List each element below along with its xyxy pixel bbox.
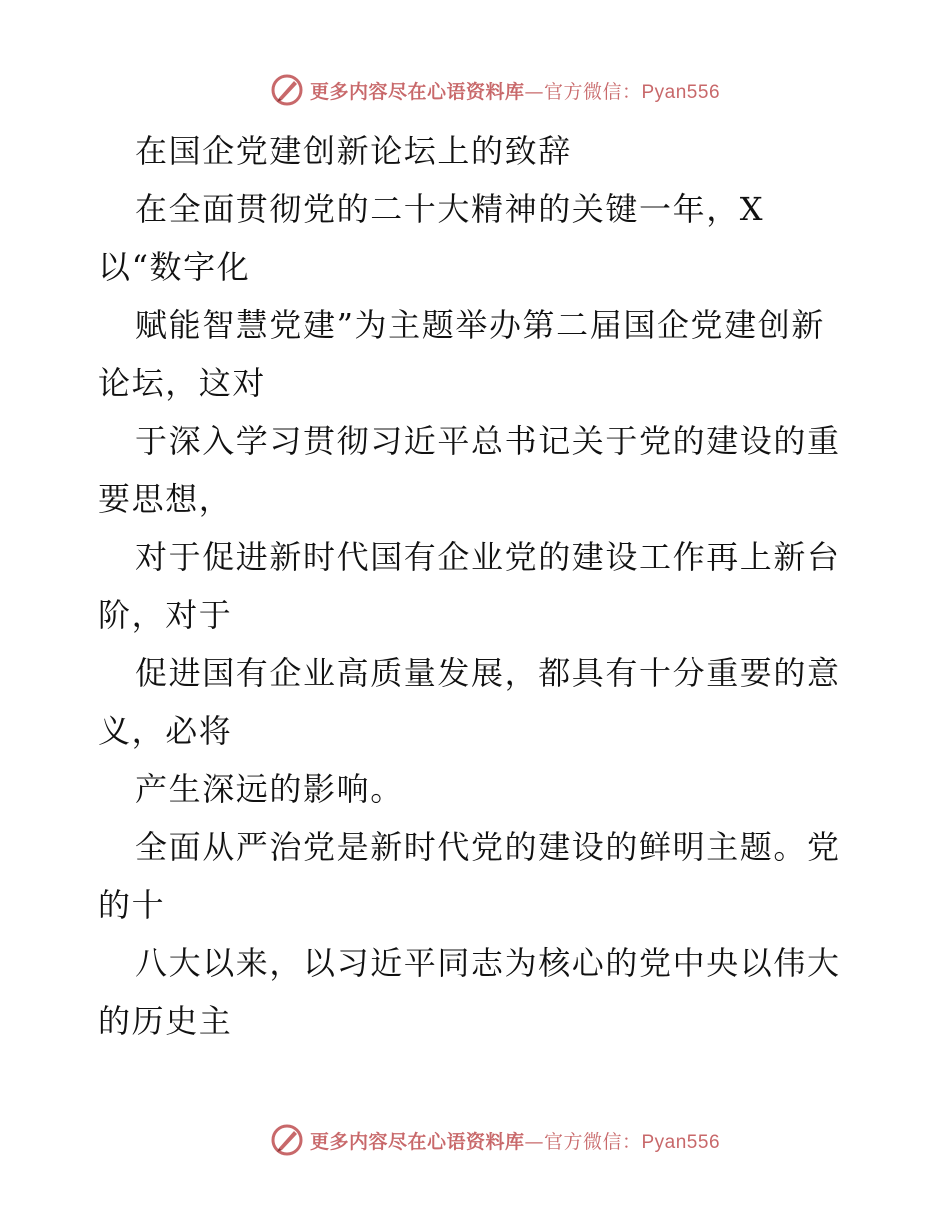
text-line: 在全面贯彻党的二十大精神的关键一年，X xyxy=(135,190,765,228)
header-watermark xyxy=(0,70,950,110)
text-line: 八大以来，以习近平同志为核心的党中央以伟大 xyxy=(135,944,841,982)
document-title: 在国企党建创新论坛上的致辞 xyxy=(135,132,572,170)
watermark-text: 更多内容尽在心语资料库—官方微信：Pyan556 xyxy=(309,80,721,103)
text-line: 阶，对于 xyxy=(98,596,233,634)
text-line: 于深入学习贯彻习近平总书记关于党的建设的重 xyxy=(135,422,841,460)
pen-logo-icon xyxy=(270,73,304,107)
text-line: 要思想， xyxy=(98,480,233,518)
text-line: 赋能智慧党建”为主题举办第二届国企党建创新 xyxy=(135,306,825,344)
text-line: 促进国有企业高质量发展，都具有十分重要的意 xyxy=(135,654,841,692)
text-line: 产生深远的影响。 xyxy=(135,770,404,808)
text-line: 的历史主 xyxy=(98,1002,233,1040)
text-line: 的十 xyxy=(98,886,166,924)
text-line: 论坛，这对 xyxy=(98,364,267,402)
pen-logo-icon xyxy=(270,1123,304,1157)
text-line: 以“数字化 xyxy=(98,248,251,286)
text-line: 对于促进新时代国有企业党的建设工作再上新台 xyxy=(135,538,841,576)
document-body xyxy=(98,122,858,1050)
footer-watermark xyxy=(0,1120,950,1160)
watermark-text: 更多内容尽在心语资料库—官方微信：Pyan556 xyxy=(309,1130,721,1153)
text-line: 义，必将 xyxy=(98,712,233,750)
text-line: 全面从严治党是新时代党的建设的鲜明主题。党 xyxy=(135,828,841,866)
